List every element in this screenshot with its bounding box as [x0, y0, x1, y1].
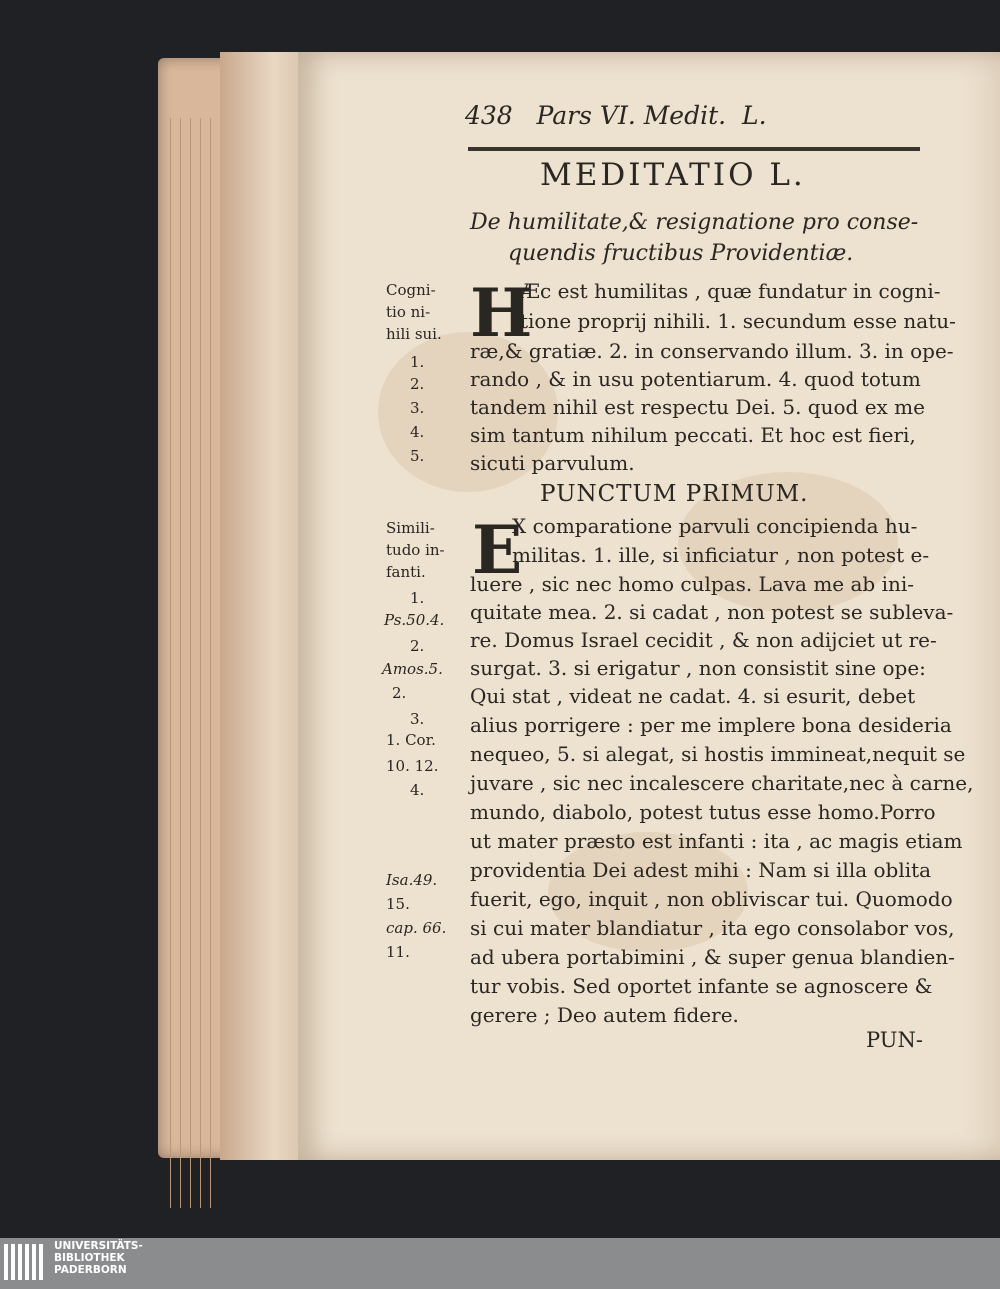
margin-note: 1. [410, 589, 425, 607]
margin-note: 4. [410, 781, 425, 799]
text-line: militas. 1. ille, si inficiatur , non potest e- [512, 543, 930, 567]
text-line: ut mater præsto est infanti : ita , ac magis etiam [470, 829, 963, 853]
margin-note: 2. [410, 637, 425, 655]
text-line: juvare , sic nec incalescere charitate,nec à carne, [470, 771, 974, 795]
margin-note: 5. [410, 447, 425, 465]
text-line: providentia Dei adest mihi : Nam si illa oblita [470, 858, 932, 882]
margin-note: 3. [410, 710, 425, 728]
text-line: Æc est humilitas , quæ fundatur in cogni- [520, 279, 941, 303]
text-line: quitate mea. 2. si cadat , non potest se subleva- [470, 600, 954, 624]
text-line: Qui stat , videat ne cadat. 4. si esurit, debet [470, 684, 916, 708]
subtitle-line: quendis fructibus Providentiæ. [508, 241, 854, 266]
drop-capital: H [470, 274, 533, 352]
header-rule [468, 147, 920, 151]
text-line: rando , & in usu potentiarum. 4. quod totum [470, 367, 921, 391]
text-line: tur vobis. Sed oportet infante se agnoscere & [470, 974, 933, 998]
margin-note: 2. [410, 375, 425, 393]
library-name-line: UNIVERSITÄTS- [54, 1240, 143, 1252]
margin-note: cap. 66. [386, 919, 447, 937]
text-line: luere , sic nec homo culpas. Lava me ab ini- [470, 572, 915, 596]
margin-note: Amos.5. [382, 660, 443, 678]
margin-note: 1. [410, 353, 425, 371]
library-name-line: PADERBORN [54, 1263, 127, 1276]
book-gutter [220, 52, 310, 1160]
text-line: surgat. 3. si erigatur , non consistit sine ope: [470, 656, 926, 680]
margin-note: 1. Cor. [386, 731, 436, 749]
margin-note: Simili- [386, 519, 435, 537]
margin-note: 3. [410, 399, 425, 417]
running-header: 438 Pars VI. Medit. L. [465, 101, 767, 130]
text-line: mundo, diabolo, potest tutus esse homo.Porro [470, 800, 936, 824]
margin-note: tio ni- [386, 303, 431, 321]
text-line: fuerit, ego, inquit , non obliviscar tui. Quomodo [470, 887, 953, 911]
margin-note: 2. [392, 684, 407, 702]
margin-note: 11. [386, 943, 410, 961]
margin-note: 15. [386, 895, 410, 913]
text-line: alius porrigere : per me implere bona desideria [470, 713, 952, 737]
margin-note: Isa.49. [386, 871, 438, 889]
text-line: X comparatione parvuli concipienda hu- [512, 514, 918, 538]
library-logo-icon [4, 1244, 46, 1280]
margin-note: Cogni- [386, 281, 436, 299]
text-line: ræ,& gratiæ. 2. in conservando illum. 3. in ope- [470, 339, 954, 363]
meditation-title: MEDITATIO L. [540, 157, 806, 193]
text-line: si cui mater blandiatur , ita ego consolabor vos, [470, 916, 955, 940]
text-line: sim tantum nihilum peccati. Et hoc est fieri, [470, 423, 916, 447]
text-line: tandem nihil est respectu Dei. 5. quod ex me [470, 395, 925, 419]
library-name [54, 1241, 143, 1276]
library-name-line: BIBLIOTHEK [54, 1251, 125, 1264]
text-line: ad ubera portabimini , & super genua blandien- [470, 945, 955, 969]
catchword: PUN- [866, 1028, 923, 1052]
text-line: sicuti parvulum. [470, 451, 635, 475]
drop-capital: E [472, 511, 523, 589]
section-heading: PUNCTUM PRIMUM. [540, 481, 809, 507]
margin-note: tudo in- [386, 541, 445, 559]
margin-note: fanti. [386, 563, 426, 581]
subtitle-line: De humilitate,& resignatione pro conse- [470, 210, 919, 235]
margin-note: 4. [410, 423, 425, 441]
margin-note: Ps.50.4. [384, 611, 445, 629]
text-line: nequeo, 5. si alegat, si hostis immineat,nequit se [470, 742, 966, 766]
text-line: re. Domus Israel cecidit , & non adijciet ut re- [470, 628, 937, 652]
margin-note: 10. 12. [386, 757, 439, 775]
text-line: tione proprij nihili. 1. secundum esse natu- [520, 309, 956, 333]
text-line: gerere ; Deo autem fidere. [470, 1003, 739, 1027]
library-footer-bar [0, 1238, 1000, 1289]
margin-note: hili sui. [386, 325, 442, 343]
